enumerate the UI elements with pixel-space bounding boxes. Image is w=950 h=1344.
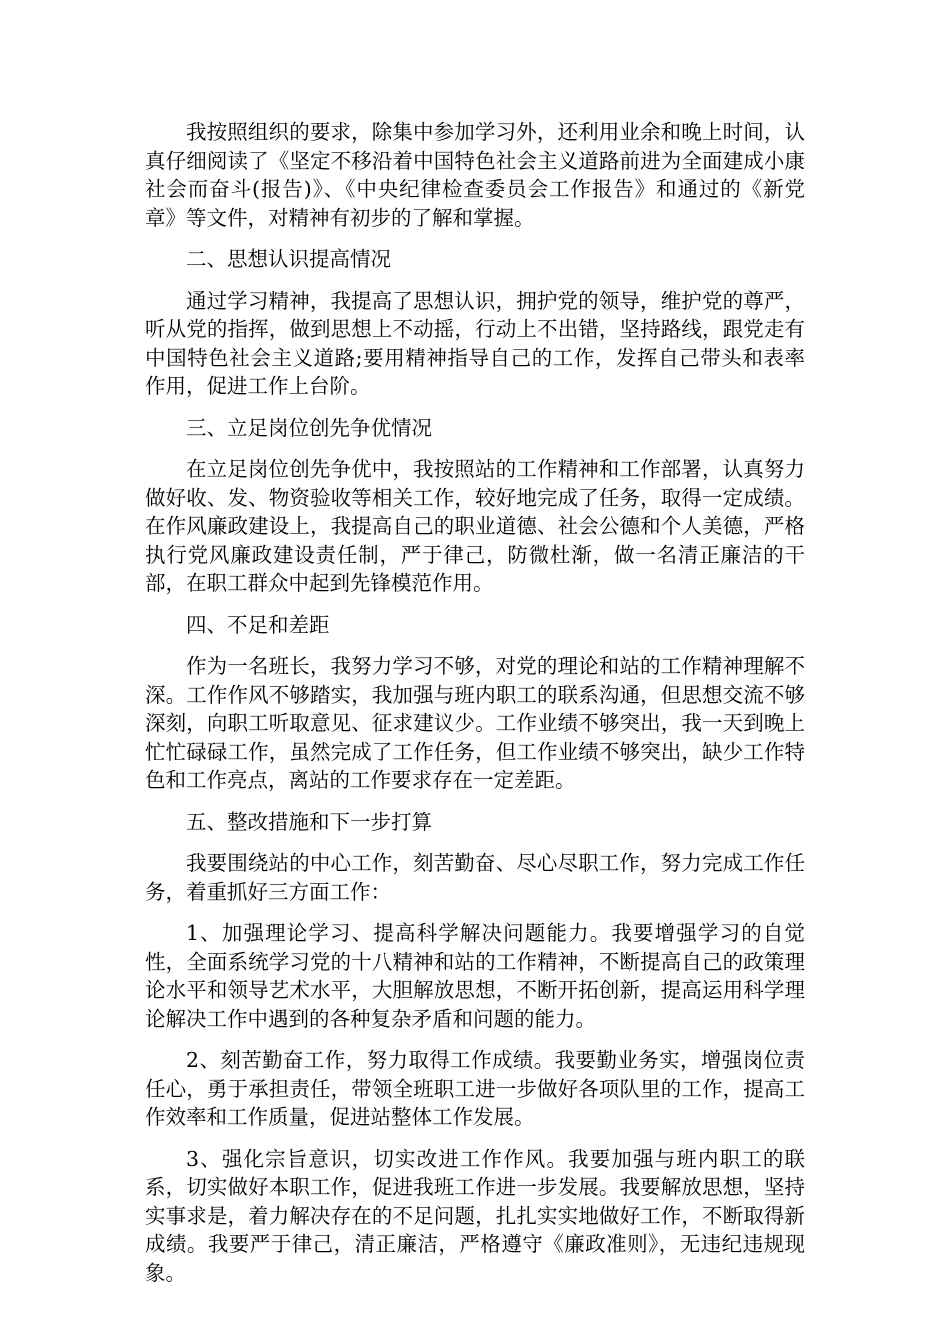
paragraph-shortcomings: 作为一名班长，我努力学习不够，对党的理论和站的工作精神理解不深。工作作风不够踏实，我加强与班内职工的联系沟通，但思想交流不够深刻，向职工听取意见、征求建议少。工作业绩不够突出，我一天到晚上忙忙碌碌工作，虽然完成了工作任务，但工作业绩不够突出，缺少工作特色和工作亮点，离站的工作要求存在一定差距。 xyxy=(145,654,805,792)
paragraph-post-excellence: 在立足岗位创先争优中，我按照站的工作精神和工作部署，认真努力做好收、发、物资验收等相关工作，较好地完成了任务，取得一定成绩。在作风廉政建设上，我提高自己的职业道德、社会公德和个人美德，严格执行党风廉政建设责任制，严于律己，防微杜渐，做一名清正廉洁的干部，在职工群众中起到先锋模范作用。 xyxy=(145,457,805,595)
paragraph-measure-1: 1、加强理论学习、提高科学解决问题能力。我要增强学习的自觉性，全面系统学习党的十八精神和站的工作精神，不断提高自己的政策理论水平和领导艺术水平，大胆解放思想，不断开拓创新，提高运用科学理论解决工作中遇到的各种复杂矛盾和问题的能力。 xyxy=(145,921,805,1031)
document-page xyxy=(145,118,805,1300)
heading-rectification: 五、整改措施和下一步打算 xyxy=(186,809,432,834)
paragraph-measure-2: 2、刻苦勤奋工作，努力取得工作成绩。我要勤业务实，增强岗位责任心，勇于承担责任，带领全班职工进一步做好各项队里的工作，提高工作效率和工作质量，促进站整体工作发展。 xyxy=(145,1048,805,1129)
heading-thought-improvement: 二、思想认识提高情况 xyxy=(186,247,391,271)
paragraph-measure-3: 3、强化宗旨意识，切实改进工作作风。我要加强与班内职工的联系，切实做好本职工作，促进我班工作进一步发展。我要解放思想，坚持实事求是，着力解决存在的不足问题，扎扎实实地做好工作，不断取得新成绩。我要严于律己，清正廉洁，严格遵守《廉政准则》，无违纪违规现象。 xyxy=(145,1146,805,1285)
heading-shortcomings: 四、不足和差距 xyxy=(186,612,330,637)
paragraph-rectification-intro: 我要围绕站的中心工作，刻苦勤奋、尽心尽职工作，努力完成工作任务，着重抓好三方面工作： xyxy=(145,851,805,904)
paragraph-study-reading: 我按照组织的要求，除集中参加学习外，还利用业余和晚上时间，认真仔细阅读了《坚定不移沿着中国特色社会主义道路前进为全面建成小康社会而奋斗(报告)》、《中央纪律检查委员会工作报告》和通过的《新党章》等文件，对精神有初步的了解和掌握。 xyxy=(145,120,805,230)
paragraph-thought-improvement: 通过学习精神，我提高了思想认识，拥护党的领导，维护党的尊严，听从党的指挥，做到思想上不动摇，行动上不出错，坚持路线，跟党走有中国特色社会主义道路;要用精神指导自己的工作，发挥自己带头和表率作用，促进工作上台阶。 xyxy=(145,288,805,398)
heading-post-excellence: 三、立足岗位创先争优情况 xyxy=(186,415,432,440)
